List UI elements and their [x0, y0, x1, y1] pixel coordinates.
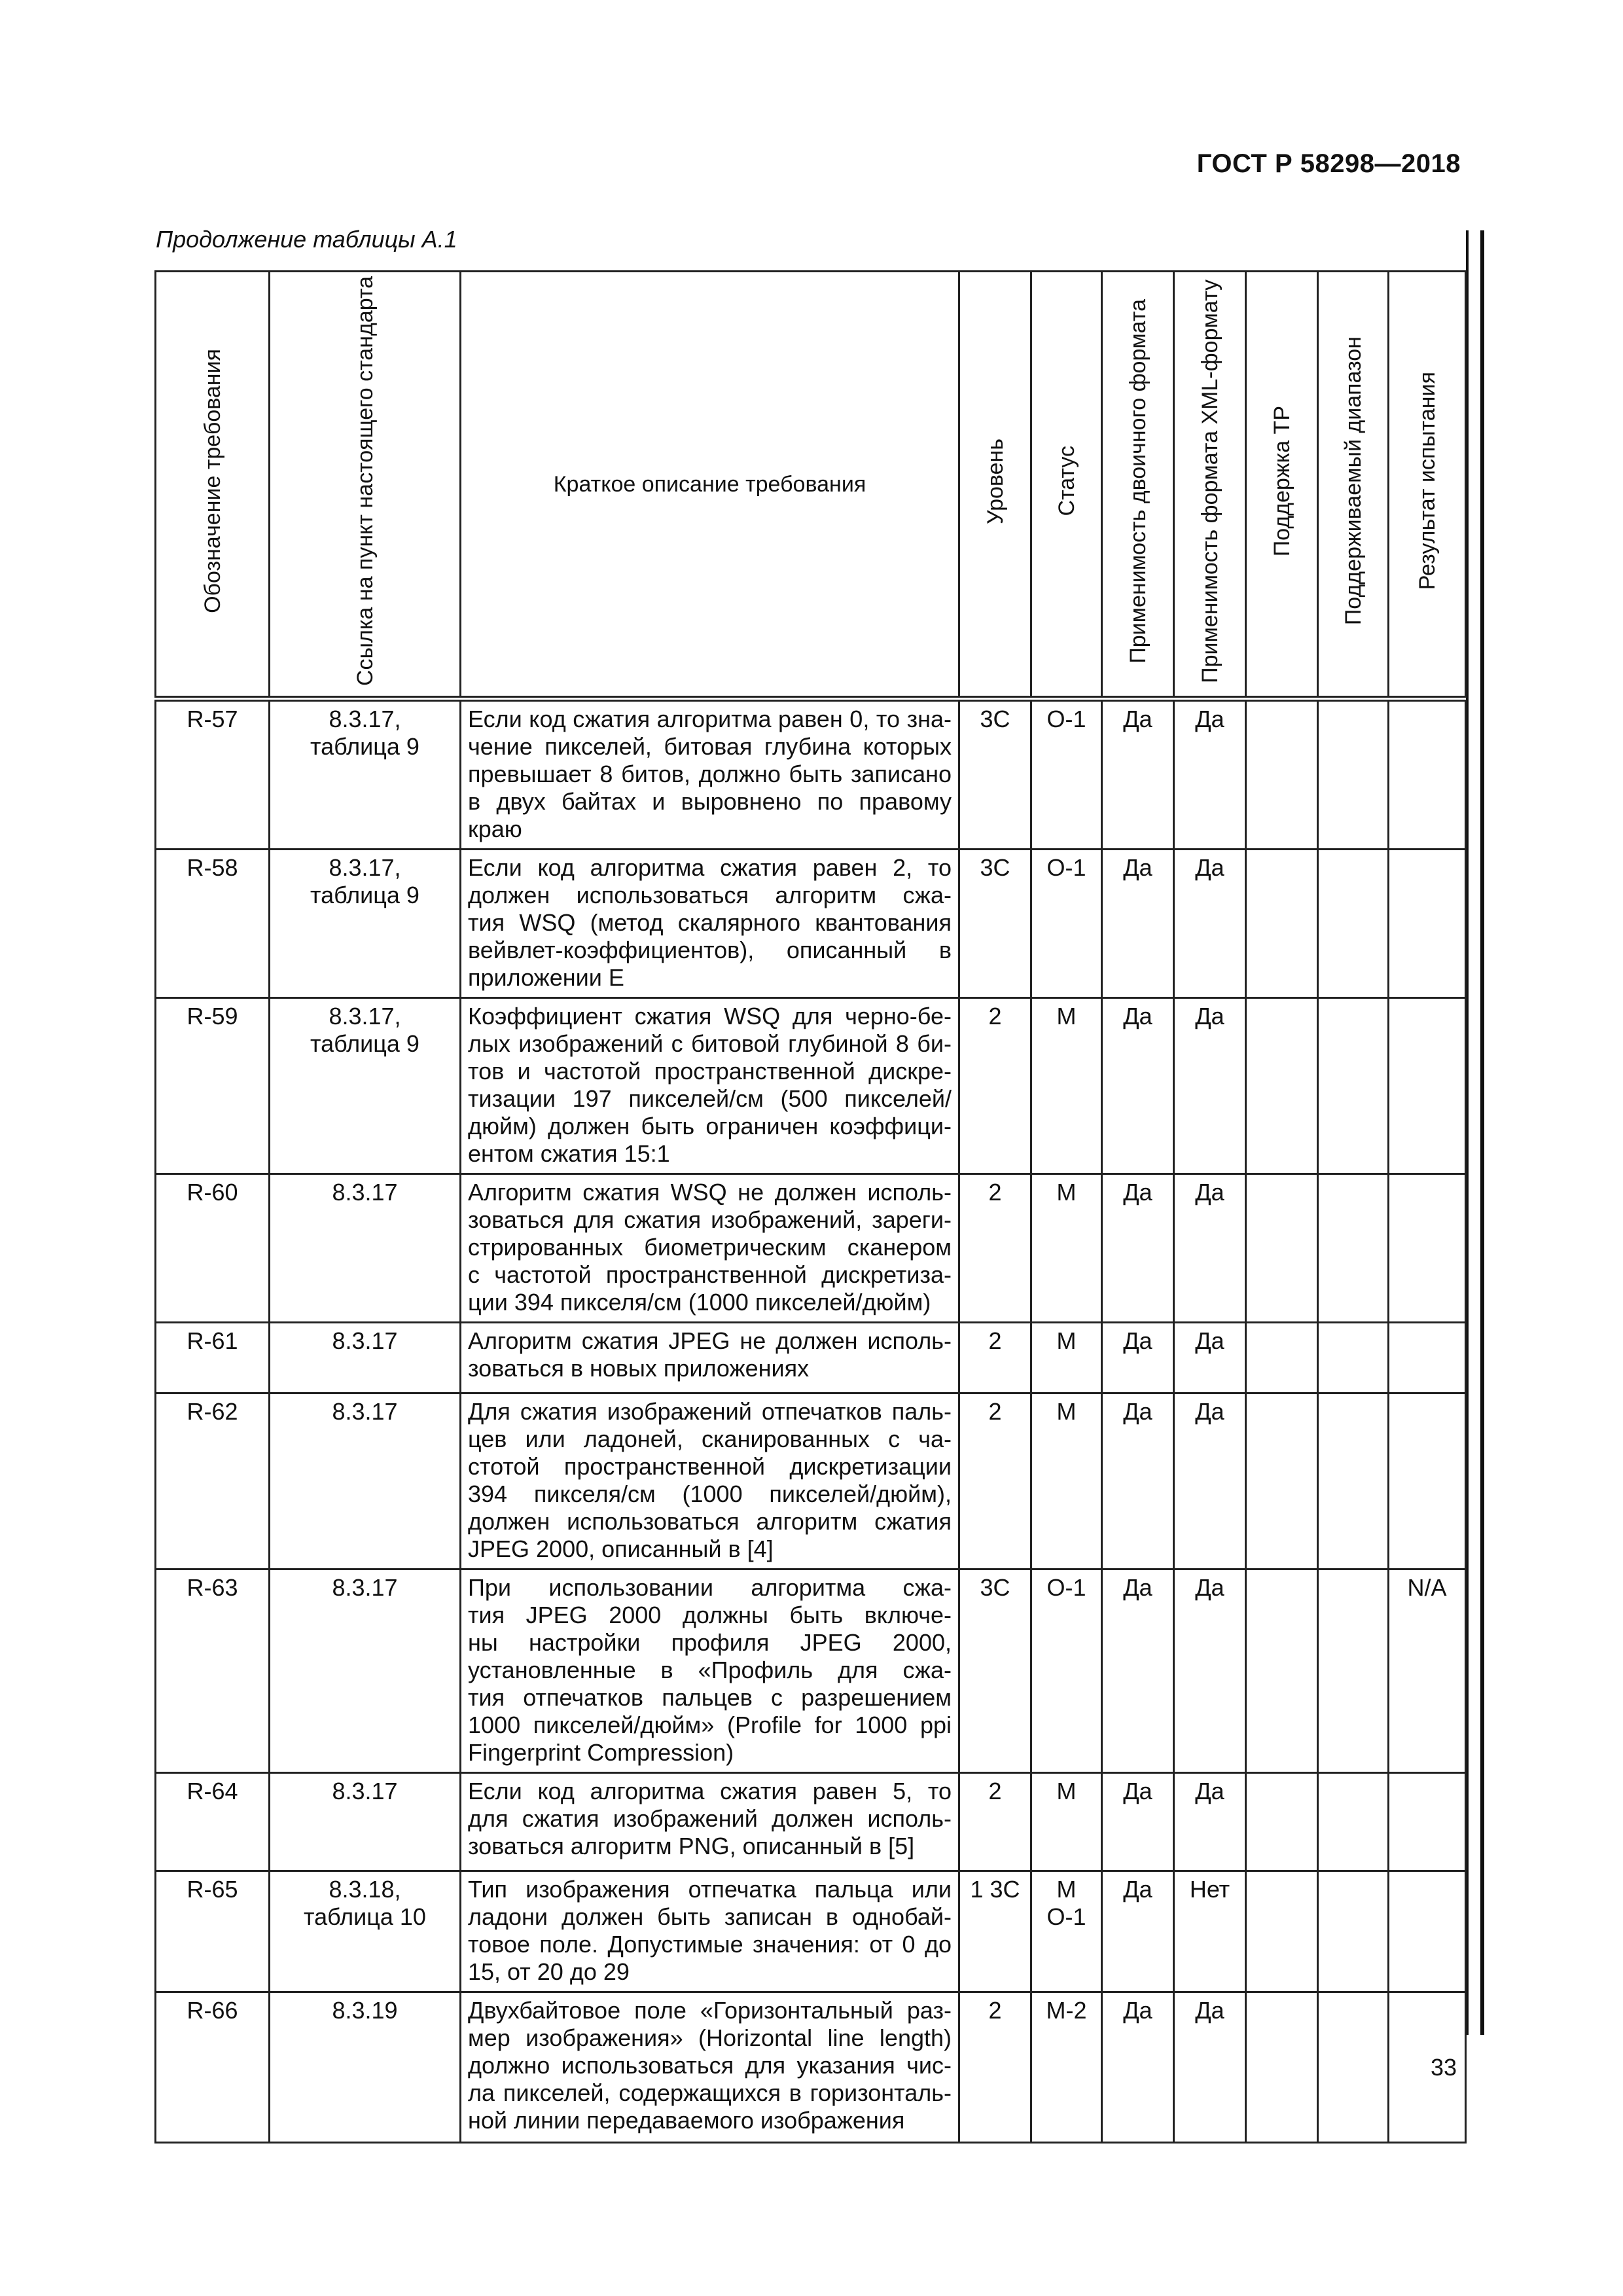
desc-line: зоваться для сжатия изображений, зареги- — [468, 1206, 952, 1233]
desc-line: тов и частотой пространственной дискре- — [468, 1058, 952, 1085]
ref-line: таблица 9 — [310, 733, 419, 760]
cell-binary — [1102, 1323, 1174, 1393]
cell-xml — [1174, 1570, 1246, 1773]
cell-tp — [1246, 699, 1318, 850]
cell-level — [959, 1174, 1031, 1323]
binary-applicability: Да — [1123, 1997, 1152, 2024]
desc-line: 1000 пикселей/дюйм» (Profile for 1000 ppi — [468, 1712, 952, 1738]
desc-line: приложении Е — [468, 964, 624, 991]
status-value: М — [1056, 1327, 1077, 1354]
cell-ref — [270, 1773, 461, 1871]
xml-applicability: Да — [1195, 706, 1224, 732]
cell-level — [959, 1393, 1031, 1570]
col-header-tp: Поддержка ТР — [1246, 272, 1318, 699]
cell-status — [1031, 1323, 1102, 1393]
cell-ref — [270, 1992, 461, 2143]
cell-xml — [1174, 1323, 1246, 1393]
cell-status — [1031, 1871, 1102, 1992]
cell-level — [959, 1871, 1031, 1992]
cell-level — [959, 998, 1031, 1174]
ref-line: 8.3.17 — [332, 1574, 398, 1601]
cell-range — [1318, 1323, 1389, 1393]
desc-line: стрированных биометрическим сканером — [468, 1234, 952, 1261]
status-value: О-1 — [1046, 854, 1086, 881]
cell-result — [1389, 1393, 1466, 1570]
cell-xml — [1174, 1871, 1246, 1992]
requirement-id: R-59 — [187, 1003, 238, 1030]
desc-line: товое поле. Допустимые значения: от 0 до — [468, 1931, 952, 1958]
cell-binary — [1102, 850, 1174, 998]
binary-applicability: Да — [1123, 706, 1152, 732]
col-header-result: Результат испытания — [1389, 272, 1466, 699]
ref-line: 8.3.17, — [329, 1003, 401, 1030]
cell-desc — [461, 1871, 959, 1992]
cell-ref — [270, 1323, 461, 1393]
cell-id — [156, 998, 270, 1174]
cell-level — [959, 699, 1031, 850]
desc-line: 15, от 20 до 29 — [468, 1958, 630, 1985]
requirement-id: R-64 — [187, 1778, 238, 1804]
table-row — [156, 1871, 1466, 1992]
cell-binary — [1102, 1174, 1174, 1323]
cell-level — [959, 1992, 1031, 2143]
desc-line: тизации 197 пикселей/см (500 пикселей/ — [468, 1085, 952, 1112]
table-row — [156, 699, 1466, 850]
cell-status — [1031, 699, 1102, 850]
desc-line: ны настройки профиля JPEG 2000, — [468, 1629, 952, 1656]
status-value: М — [1056, 1179, 1077, 1206]
level-value: 3С — [980, 854, 1010, 881]
requirement-id: R-63 — [187, 1574, 238, 1601]
cell-ref — [270, 699, 461, 850]
table-row — [156, 1174, 1466, 1323]
cell-tp — [1246, 1174, 1318, 1323]
cell-ref — [270, 998, 461, 1174]
requirement-id: R-57 — [187, 706, 238, 732]
ref-line: таблица 9 — [310, 1030, 419, 1057]
table-header-row — [156, 272, 1466, 699]
col-header-range: Поддерживаемый диапазон — [1318, 272, 1389, 699]
cell-status — [1031, 1992, 1102, 2143]
cell-status — [1031, 1570, 1102, 1773]
desc-line: Двухбайтовое поле «Горизонтальный раз- — [468, 1997, 952, 2024]
cell-ref — [270, 850, 461, 998]
level-value: 2 — [988, 1003, 1002, 1030]
table-body — [156, 699, 1466, 2143]
cell-xml — [1174, 699, 1246, 850]
binary-applicability: Да — [1123, 1574, 1152, 1601]
desc-line: Если код алгоритма сжатия равен 5, то — [468, 1778, 952, 1804]
cell-range — [1318, 850, 1389, 998]
desc-line: дюйм) должен быть ограничен коэффици- — [468, 1113, 952, 1139]
ref-line: 8.3.18, — [329, 1876, 401, 1903]
ref-line: 8.3.17 — [332, 1327, 398, 1354]
desc-line: JPEG 2000, описанный в [4] — [468, 1535, 774, 1562]
cell-id — [156, 1992, 270, 2143]
cell-id — [156, 1570, 270, 1773]
desc-line: При использовании алгоритма сжа- — [468, 1574, 952, 1601]
requirement-id: R-65 — [187, 1876, 238, 1903]
cell-binary — [1102, 1773, 1174, 1871]
desc-line: должен использоваться алгоритм сжатия — [468, 1508, 952, 1535]
desc-line: тия WSQ (метод скалярного квантования — [468, 909, 952, 936]
requirement-id: R-61 — [187, 1327, 238, 1354]
cell-tp — [1246, 1773, 1318, 1871]
desc-line: тия отпечатков пальцев с разрешением — [468, 1684, 952, 1711]
level-value: 1 3С — [970, 1876, 1020, 1903]
cell-xml — [1174, 1174, 1246, 1323]
xml-applicability: Да — [1195, 1003, 1224, 1030]
cell-xml — [1174, 1393, 1246, 1570]
desc-line: ентом сжатия 15:1 — [468, 1140, 670, 1167]
xml-applicability: Да — [1195, 1574, 1224, 1601]
col-header-binary: Применимость двоичного формата — [1102, 272, 1174, 699]
cell-tp — [1246, 1393, 1318, 1570]
desc-line: чение пикселей, битовая глубина которых — [468, 733, 952, 760]
table-row — [156, 1323, 1466, 1393]
cell-status — [1031, 1393, 1102, 1570]
cell-binary — [1102, 1570, 1174, 1773]
cell-xml — [1174, 1992, 1246, 2143]
xml-applicability: Да — [1195, 854, 1224, 881]
change-bar-right — [1480, 230, 1484, 2035]
cell-level — [959, 850, 1031, 998]
status-value: М — [1056, 1003, 1077, 1030]
cell-desc — [461, 1992, 959, 2143]
binary-applicability: Да — [1123, 1327, 1152, 1354]
desc-line: тия JPEG 2000 должны быть включе- — [468, 1602, 952, 1628]
desc-line: Алгоритм сжатия WSQ не должен исполь- — [468, 1179, 952, 1206]
requirement-id: R-66 — [187, 1997, 238, 2024]
cell-id — [156, 1871, 270, 1992]
requirement-id: R-62 — [187, 1398, 238, 1425]
cell-tp — [1246, 1570, 1318, 1773]
level-value: 3С — [980, 706, 1010, 732]
cell-tp — [1246, 1871, 1318, 1992]
cell-result — [1389, 850, 1466, 998]
cell-level — [959, 1323, 1031, 1393]
ref-line: 8.3.17, — [329, 854, 401, 881]
cell-id — [156, 850, 270, 998]
test-result: N/A — [1407, 1574, 1447, 1601]
col-header-ref: Ссылка на пункт настоящего стандарта — [270, 272, 461, 699]
xml-applicability: Да — [1195, 1997, 1224, 2024]
level-value: 2 — [988, 1398, 1002, 1425]
table-row — [156, 1773, 1466, 1871]
cell-id — [156, 699, 270, 850]
desc-line: зоваться алгоритм PNG, описанный в [5] — [468, 1833, 915, 1859]
ref-line: таблица 9 — [310, 882, 419, 908]
cell-range — [1318, 1992, 1389, 2143]
desc-line: Тип изображения отпечатка пальца или — [468, 1876, 952, 1903]
xml-applicability: Да — [1195, 1179, 1224, 1206]
xml-applicability: Да — [1195, 1398, 1224, 1425]
requirement-id: R-58 — [187, 854, 238, 881]
binary-applicability: Да — [1123, 854, 1152, 881]
table-row — [156, 1992, 1466, 2143]
cell-result — [1389, 1174, 1466, 1323]
document-code: ГОСТ Р 58298—2018 — [1196, 149, 1461, 178]
desc-line: мер изображения» (Horizontal line length) — [468, 2024, 952, 2051]
table-row — [156, 998, 1466, 1174]
ref-line: 8.3.17 — [332, 1179, 398, 1206]
desc-line: 394 пикселя/см (1000 пикселей/дюйм), — [468, 1480, 952, 1507]
desc-line: должен использоваться алгоритм сжа- — [468, 882, 952, 908]
status-value: О-1 — [1046, 1574, 1086, 1601]
cell-status — [1031, 1773, 1102, 1871]
level-value: 2 — [988, 1327, 1002, 1354]
cell-desc — [461, 1174, 959, 1323]
cell-ref — [270, 1871, 461, 1992]
desc-line: стотой пространственной дискретизации — [468, 1453, 952, 1480]
col-header-level: Уровень — [959, 272, 1031, 699]
table-row — [156, 1570, 1466, 1773]
desc-line: Для сжатия изображений отпечатков паль- — [468, 1398, 952, 1425]
level-value: 2 — [988, 1179, 1002, 1206]
cell-binary — [1102, 699, 1174, 850]
desc-line: зоваться в новых приложениях — [468, 1355, 810, 1382]
cell-tp — [1246, 1323, 1318, 1393]
cell-result — [1389, 1570, 1466, 1773]
binary-applicability: Да — [1123, 1398, 1152, 1425]
level-value: 2 — [988, 1997, 1002, 2024]
table-row — [156, 850, 1466, 998]
cell-desc — [461, 1570, 959, 1773]
table-row — [156, 1393, 1466, 1570]
ref-line: таблица 10 — [304, 1903, 426, 1930]
cell-range — [1318, 1871, 1389, 1992]
cell-range — [1318, 1773, 1389, 1871]
cell-ref — [270, 1570, 461, 1773]
cell-xml — [1174, 1773, 1246, 1871]
xml-applicability: Да — [1195, 1327, 1224, 1354]
desc-line: с частотой пространственной дискретиза- — [468, 1261, 952, 1288]
desc-line: лых изображений с битовой глубиной 8 би- — [468, 1030, 952, 1057]
cell-binary — [1102, 1992, 1174, 2143]
col-header-status: Статус — [1031, 272, 1102, 699]
level-value: 3С — [980, 1574, 1010, 1601]
cell-level — [959, 1570, 1031, 1773]
status-value: М — [1056, 1778, 1077, 1804]
page-number: 33 — [1430, 2054, 1457, 2081]
cell-binary — [1102, 1871, 1174, 1992]
cell-desc — [461, 1323, 959, 1393]
cell-result — [1389, 699, 1466, 850]
cell-desc — [461, 850, 959, 998]
cell-binary — [1102, 998, 1174, 1174]
cell-tp — [1246, 998, 1318, 1174]
cell-ref — [270, 1393, 461, 1570]
table-caption: Продолжение таблицы А.1 — [156, 226, 457, 253]
cell-range — [1318, 699, 1389, 850]
desc-line: Если код сжатия алгоритма равен 0, то зна- — [468, 706, 952, 732]
cell-range — [1318, 1174, 1389, 1323]
desc-line: должно использоваться для указания чис- — [468, 2052, 952, 2079]
status-value: М — [1056, 1876, 1077, 1903]
ref-line: 8.3.17 — [332, 1778, 398, 1804]
binary-applicability: Да — [1123, 1778, 1152, 1804]
cell-xml — [1174, 850, 1246, 998]
cell-range — [1318, 998, 1389, 1174]
cell-result — [1389, 1323, 1466, 1393]
desc-line: для сжатия изображений должен исполь- — [468, 1805, 952, 1832]
cell-status — [1031, 850, 1102, 998]
ref-line: 8.3.17 — [332, 1398, 398, 1425]
cell-id — [156, 1393, 270, 1570]
desc-line: превышает 8 битов, должно быть записано — [468, 761, 952, 787]
cell-level — [959, 1773, 1031, 1871]
cell-id — [156, 1773, 270, 1871]
binary-applicability: Да — [1123, 1876, 1152, 1903]
xml-applicability: Да — [1195, 1778, 1224, 1804]
ref-line: 8.3.19 — [332, 1997, 398, 2024]
binary-applicability: Да — [1123, 1179, 1152, 1206]
status-value: О-1 — [1046, 706, 1086, 732]
cell-id — [156, 1323, 270, 1393]
desc-line: ной линии передаваемого изображения — [468, 2107, 905, 2134]
col-header-desc: Краткое описание требования — [461, 272, 959, 699]
cell-id — [156, 1174, 270, 1323]
cell-range — [1318, 1393, 1389, 1570]
ref-line: 8.3.17, — [329, 706, 401, 732]
col-header-xml: Применимость формата XML-формату — [1174, 272, 1246, 699]
desc-line: Коэффициент сжатия WSQ для черно-бе- — [468, 1003, 952, 1030]
cell-result — [1389, 1773, 1466, 1871]
desc-line: цев или ладоней, сканированных с ча- — [468, 1426, 952, 1452]
cell-status — [1031, 998, 1102, 1174]
cell-desc — [461, 1773, 959, 1871]
desc-line: ладони должен быть записан в однобай- — [468, 1903, 952, 1930]
desc-line: ла пикселей, содержащихся в горизонталь- — [468, 2079, 952, 2106]
cell-range — [1318, 1570, 1389, 1773]
desc-line: ции 394 пикселя/см (1000 пикселей/дюйм) — [468, 1289, 931, 1316]
requirement-id: R-60 — [187, 1179, 238, 1206]
cell-binary — [1102, 1393, 1174, 1570]
desc-line: Fingerprint Compression) — [468, 1739, 734, 1766]
cell-result — [1389, 998, 1466, 1174]
desc-line: Если код алгоритма сжатия равен 2, то — [468, 854, 952, 881]
cell-result — [1389, 1871, 1466, 1992]
status-value: М — [1056, 1398, 1077, 1425]
cell-desc — [461, 998, 959, 1174]
cell-status — [1031, 1174, 1102, 1323]
cell-tp — [1246, 850, 1318, 998]
xml-applicability: Нет — [1189, 1876, 1230, 1903]
cell-ref — [270, 1174, 461, 1323]
cell-tp — [1246, 1992, 1318, 2143]
level-value: 2 — [988, 1778, 1002, 1804]
col-header-id: Обозначение требования — [156, 272, 270, 699]
status-value: О-1 — [1046, 1903, 1086, 1930]
status-value: М-2 — [1046, 1997, 1087, 2024]
desc-line: вейвлет-коэффициентов), описанный в — [468, 937, 952, 963]
binary-applicability: Да — [1123, 1003, 1152, 1030]
desc-line: Алгоритм сжатия JPEG не должен исполь- — [468, 1327, 952, 1354]
requirements-table — [154, 270, 1467, 2144]
desc-line: установленные в «Профиль для сжа- — [468, 1657, 952, 1683]
cell-desc — [461, 1393, 959, 1570]
cell-desc — [461, 699, 959, 850]
desc-line: в двух байтах и выровнено по правому краю — [468, 788, 952, 842]
cell-xml — [1174, 998, 1246, 1174]
